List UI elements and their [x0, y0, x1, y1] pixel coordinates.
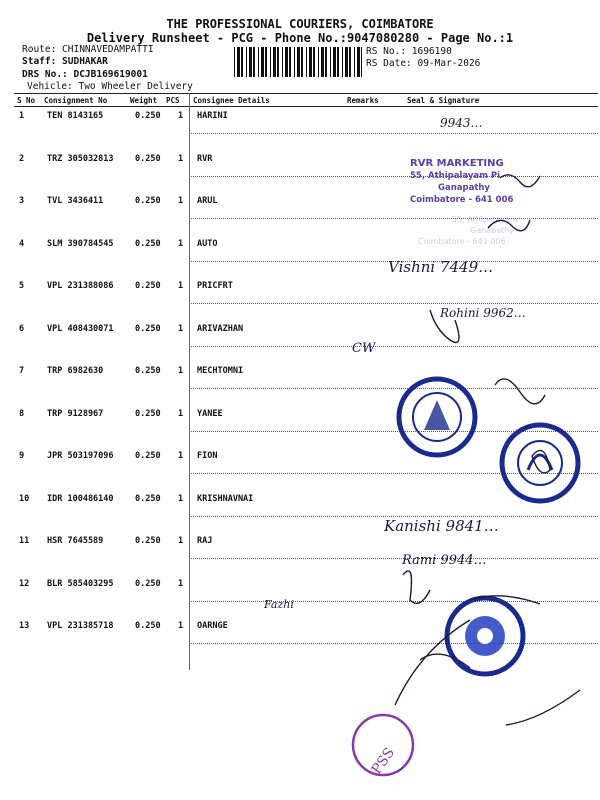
row-pcs: 1 — [178, 493, 184, 504]
row-consignment-no: TVL 3436411 — [47, 196, 104, 206]
stamp-line-3: Ganapathy — [438, 183, 490, 193]
signature-row-5: Vishni 7449… — [388, 258, 494, 276]
row-consignee: PRICFRT — [197, 281, 233, 291]
row-consignment-no: VPL 231385718 — [47, 621, 114, 631]
row-weight: 0.250 — [135, 196, 161, 206]
row-consignment-no: TRP 6982630 — [47, 366, 104, 376]
row-weight: 0.250 — [135, 451, 161, 461]
row-sno: 11 — [19, 536, 30, 546]
row-sno: 4 — [19, 238, 25, 249]
rs-number: RS No.: 1696190 — [366, 46, 452, 57]
row-sno: 3 — [19, 196, 25, 206]
row-consignee: MECHTOMNI — [197, 366, 244, 376]
signature-row-1: 9943… — [440, 116, 483, 130]
row-sno: 6 — [19, 323, 25, 334]
col-pcs: PCS — [166, 96, 180, 105]
row-consignee: RAJ — [197, 536, 213, 546]
signature-row-11: Rami 9944… — [402, 553, 487, 568]
row-weight: 0.250 — [135, 578, 161, 589]
row-consignment-no: TRZ 305032813 — [47, 153, 114, 164]
row-weight: 0.250 — [135, 238, 161, 249]
remark-row-6: CW — [352, 341, 376, 356]
row-weight: 0.250 — [135, 281, 161, 291]
stamp-line-2: 55, Athipalayam Pi — [410, 171, 501, 181]
row-sno: 13 — [19, 621, 30, 631]
signature-row-10: Kanishi 9841… — [384, 517, 499, 535]
row-consignee: AUTO — [197, 238, 218, 249]
row-weight: 0.250 — [135, 493, 161, 504]
row-pcs: 1 — [178, 153, 184, 164]
row-sno: 5 — [19, 281, 25, 291]
row-pcs: 1 — [178, 621, 184, 631]
row-consignment-no: TRP 9128967 — [47, 408, 104, 419]
row-pcs: 1 — [178, 451, 184, 461]
row-pcs: 1 — [178, 536, 184, 546]
stamp-line-1: RVR MARKETING — [410, 158, 504, 169]
row-consignment-no: VPL 231388086 — [47, 281, 114, 291]
row-weight: 0.250 — [135, 621, 161, 631]
row-pcs: 1 — [178, 408, 184, 419]
pss-stamp — [353, 715, 413, 777]
route-text: Route: CHINNAVEDAMPATTI — [22, 44, 154, 55]
pss-stamp-text: PSS — [368, 745, 399, 778]
row-weight: 0.250 — [135, 408, 161, 419]
col-remarks: Remarks — [347, 96, 379, 105]
rvr-marketing-stamp — [410, 158, 514, 205]
row-sno: 10 — [19, 493, 30, 504]
rvr-stamp-ghost — [418, 215, 518, 246]
row-pcs: 1 — [178, 578, 184, 589]
svg-text:Coimbatore - 641 006: Coimbatore - 641 006 — [418, 237, 506, 246]
staff-text: Staff: SUDHAKAR — [22, 56, 108, 67]
row-consignee: ARUL — [197, 196, 218, 206]
stamp-line-4: Coimbatore - 641 006 — [410, 195, 514, 205]
row-weight: 0.250 — [135, 153, 161, 164]
col-sno: S No — [17, 96, 36, 105]
row-weight: 0.250 — [135, 111, 161, 121]
row-consignee: YANEE — [197, 408, 223, 419]
company-seal-3 — [447, 598, 523, 674]
row-sno: 7 — [19, 366, 25, 376]
row-consignee: RVR — [197, 153, 213, 164]
col-seal-signature: Seal & Signature — [407, 96, 480, 105]
row-consignment-no: IDR 100486140 — [47, 493, 114, 504]
row-consignee: FION — [197, 451, 218, 461]
row-pcs: 1 — [178, 238, 184, 249]
row-pcs: 1 — [178, 281, 184, 291]
signature-row-6: Rohini 9962… — [440, 306, 526, 320]
drs-text: DRS No.: DCJB169619001 — [22, 69, 148, 80]
row-consignee: ARIVAZHAN — [197, 323, 244, 334]
row-pcs: 1 — [178, 196, 184, 206]
row-consignee: OARNGE — [197, 621, 228, 631]
row-weight: 0.250 — [135, 536, 161, 546]
row-sno: 1 — [19, 111, 25, 121]
svg-text:55, Athipalayam: 55, Athipalayam — [452, 215, 518, 224]
svg-text:Ganapathy: Ganapathy — [470, 226, 514, 235]
row-consignment-no: BLR 585403295 — [47, 578, 114, 589]
remark-row-12: Fazhi — [264, 598, 294, 611]
row-pcs: 1 — [178, 366, 184, 376]
company-seal-2 — [502, 425, 578, 501]
vehicle-text: Vehicle: Two Wheeler Delivery — [27, 81, 193, 92]
row-pcs: 1 — [178, 111, 184, 121]
row-consignee: KRISHNAVNAI — [197, 493, 254, 504]
row-consignment-no: SLM 390784545 — [47, 238, 114, 249]
rs-date: RS Date: 09-Mar-2026 — [366, 58, 481, 69]
row-consignment-no: TEN 8143165 — [47, 111, 104, 121]
col-consignment: Consignment No — [44, 96, 108, 105]
row-sno: 8 — [19, 408, 25, 419]
row-sno: 2 — [19, 153, 25, 164]
row-sno: 12 — [19, 578, 30, 589]
row-sno: 9 — [19, 451, 25, 461]
row-consignee: HARINI — [197, 111, 228, 121]
page-title: THE PROFESSIONAL COURIERS, COIMBATORE — [166, 17, 434, 31]
row-weight: 0.250 — [135, 366, 161, 376]
col-consignee: Consignee Details — [193, 96, 270, 105]
row-consignment-no: VPL 408430071 — [47, 323, 114, 334]
company-seal-1 — [399, 379, 475, 455]
row-consignment-no: JPR 503197096 — [47, 451, 114, 461]
col-weight: Weight — [130, 96, 158, 105]
row-consignment-no: HSR 7645589 — [47, 536, 104, 546]
row-weight: 0.250 — [135, 323, 161, 334]
row-pcs: 1 — [178, 323, 184, 334]
runsheet-subtitle: Delivery Runsheet - PCG - Phone No.:9047080280 - Page No.:1 — [86, 31, 514, 45]
